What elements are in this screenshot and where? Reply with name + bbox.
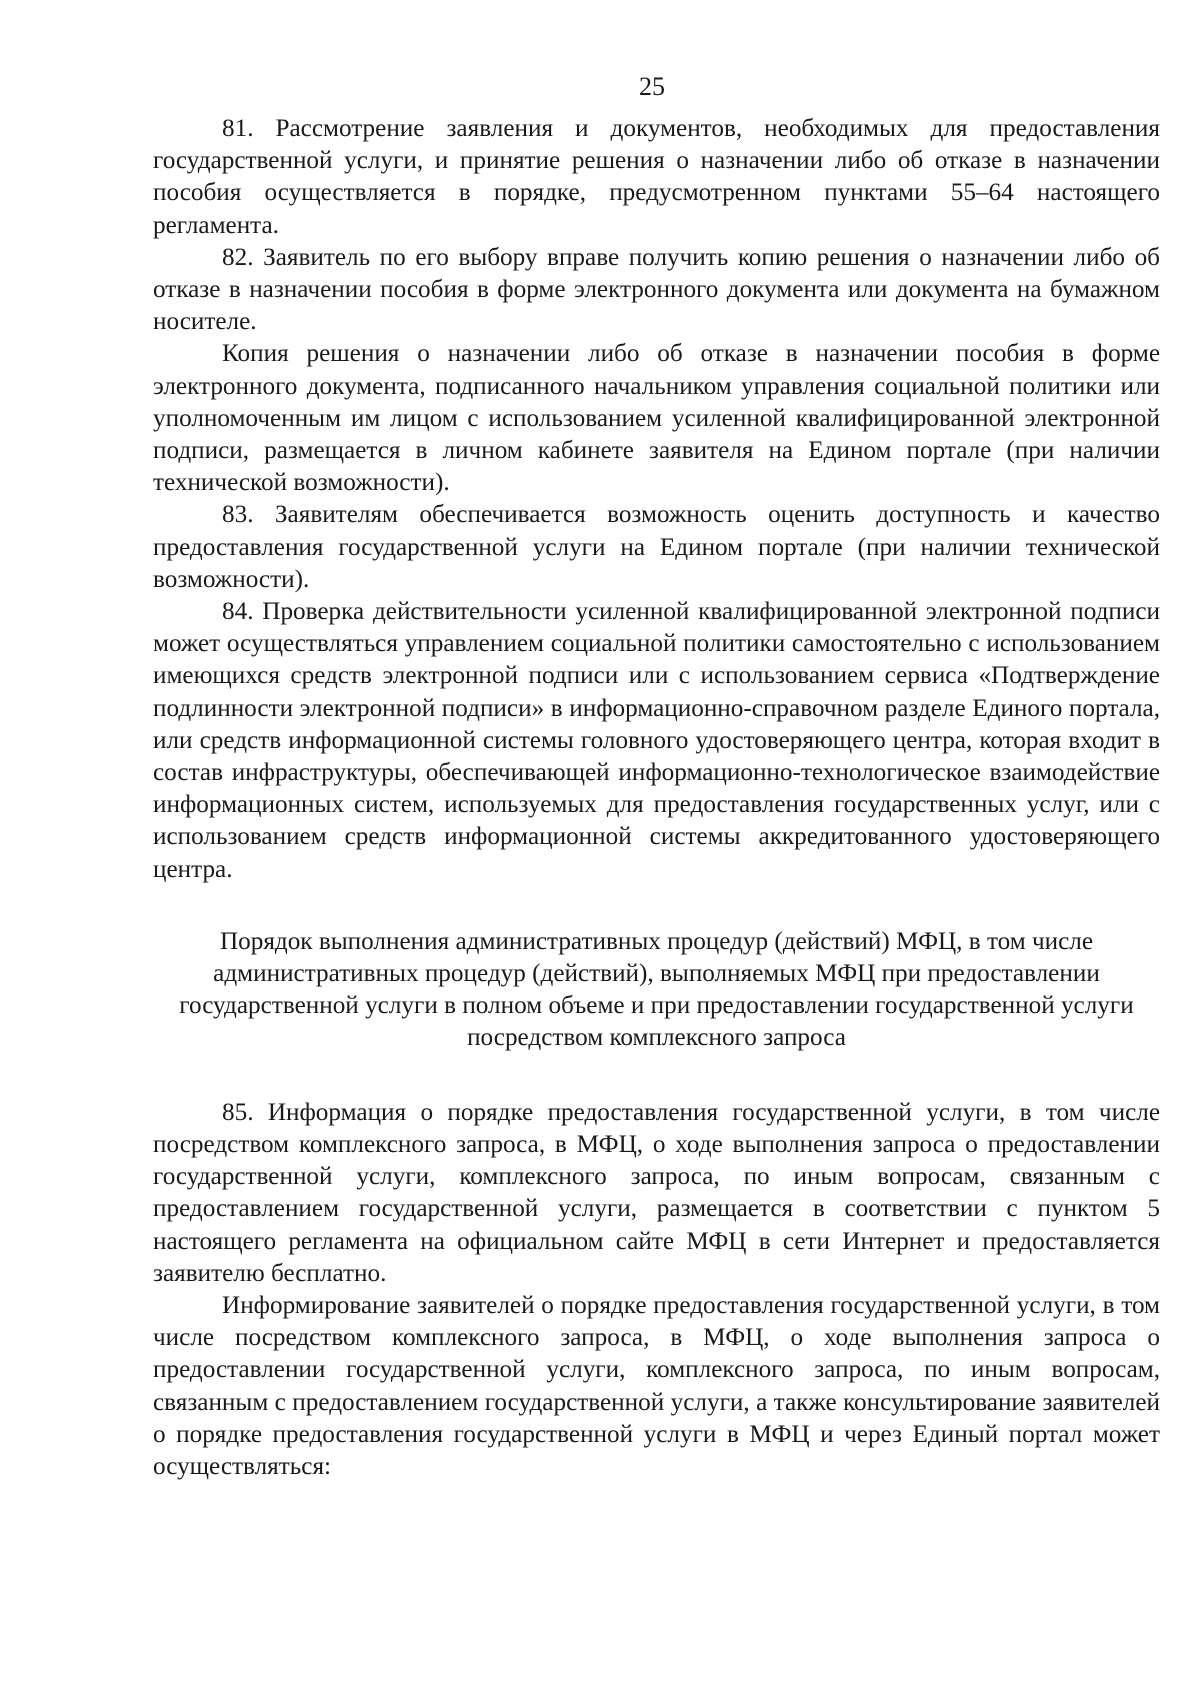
document-body bbox=[153, 113, 1160, 1483]
paragraph-82: 82. Заявитель по его выбору вправе получить копию решения о назначении либо об отказе в назначении пособия в форме электронного документа или документа на бумажном носителе. bbox=[153, 243, 1160, 336]
page-number: 25 bbox=[639, 72, 665, 101]
paragraph-84: 84. Проверка действительности усиленной квалифицированной электронной подписи может осуществляться управлением социальной политики самостоятельно с использованием имеющихся средств электронной подписи или с использованием сервиса «Подтверждение подлинности электронной подписи» в информационно-справочном разделе Единого портала, или средств информационной системы головного удостоверяющего центра, которая входит в состав инфраструктуры, обеспечивающей информационно-технологическое взаимодействие информационных систем, используемых для предоставления государственных услуг, или с использованием средств информационной системы аккредитованного удостоверяющего центра. bbox=[153, 598, 1160, 883]
section-heading: Порядок выполнения административных процедур (действий) МФЦ, в том числе административных процедур (действий), выполняемых МФЦ при предоставлении государственной услуги в полном объеме и при предоставлении государственной услуги посредством комплексного запроса bbox=[179, 927, 1134, 1052]
paragraph-82-copy: Копия решения о назначении либо об отказе в назначении пособия в форме электронного документа, подписанного начальником управления социальной политики или уполномоченным им лицом с использованием усиленной квалифицированной электронной подписи, размещается в личном кабинете заявителя на Едином портале (при наличии технической возможности). bbox=[153, 340, 1160, 497]
paragraph-85-informing: Информирование заявителей о порядке предоставления государственной услуги, в том числе посредством комплексного запроса, в МФЦ, о ходе выполнения запроса о предоставлении государственной услуги, комплексного запроса, по иным вопросам, связанным с предоставлением государственной услуги, а также консультирование заявителей о порядке предоставления государственной услуги в МФЦ и через Единый портал может осуществляться: bbox=[153, 1291, 1160, 1480]
paragraph-85: 85. Информация о порядке предоставления государственной услуги, в том числе посредством комплексного запроса, в МФЦ, о ходе выполнения запроса о предоставлении государственной услуги, комплексного запроса, по иным вопросам, связанным с предоставлением государственной услуги, размещается в соответствии с пунктом 5 настоящего регламента на официальном сайте МФЦ в сети Интернет и предоставляется заявителю бесплатно. bbox=[153, 1098, 1160, 1287]
paragraph-83: 83. Заявителям обеспечивается возможность оценить доступность и качество предоставления государственной услуги на Едином портале (при наличии технической возможности). bbox=[153, 501, 1160, 593]
paragraph-81: 81. Рассмотрение заявления и документов, необходимых для предоставления государственной услуги, и принятие решения о назначении либо об отказе в назначении пособия осуществляется в порядке, предусмотренном пунктами 55–64 настоящего регламента. bbox=[153, 115, 1160, 239]
